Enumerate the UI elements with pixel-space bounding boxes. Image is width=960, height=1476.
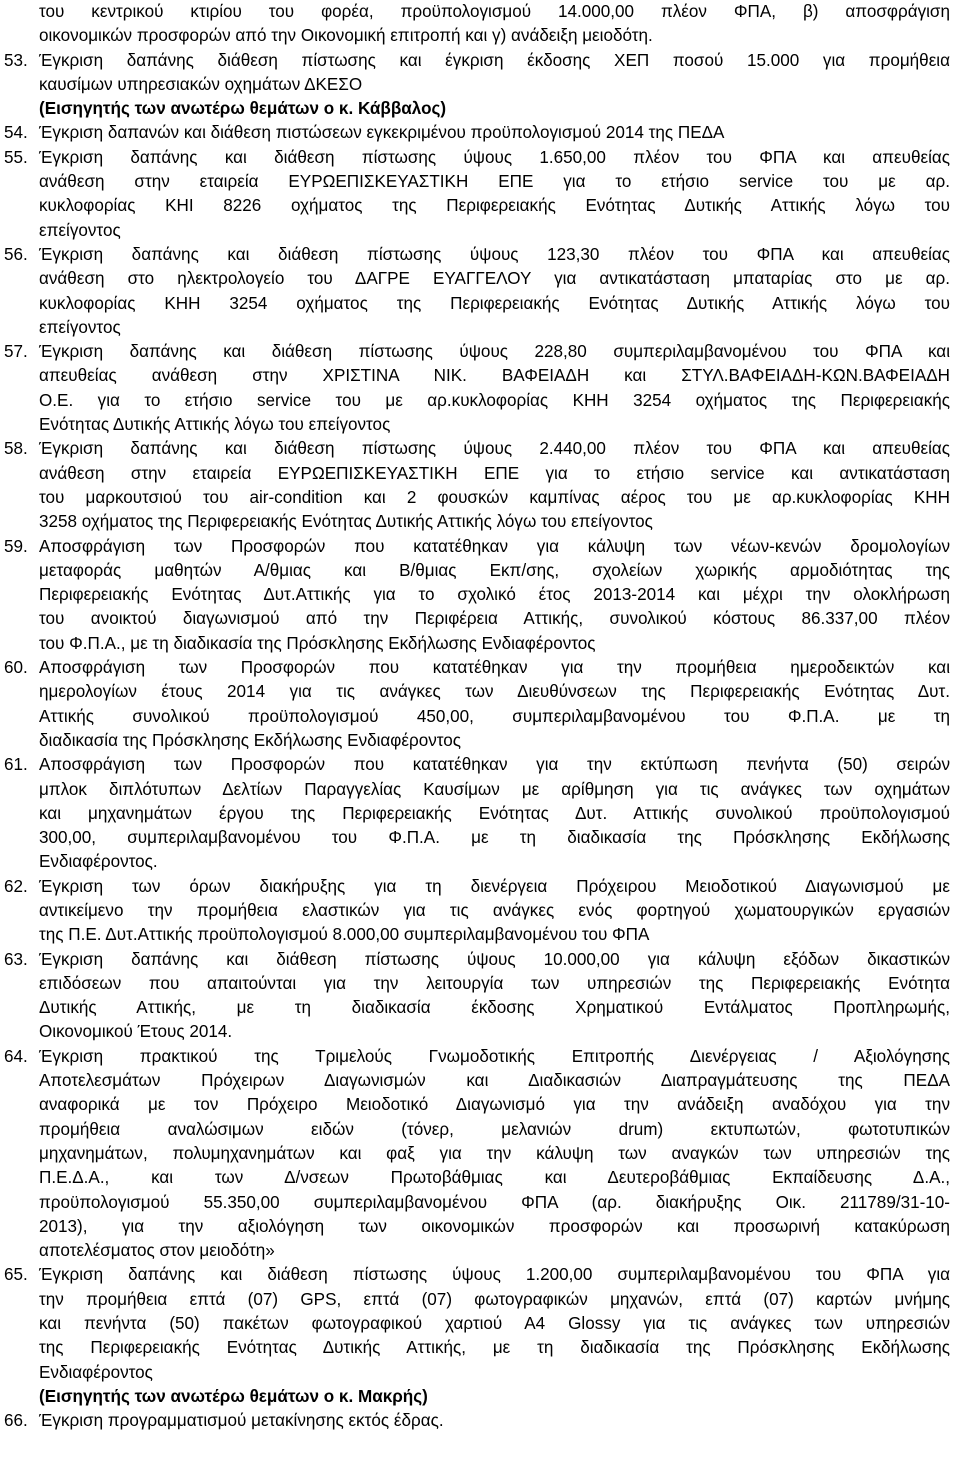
item-line: Ο.Ε. για το ετήσιο service του με αρ.κυκλοφορίας ΚΗΗ 3254 οχήματος της Περιφερειακής (39, 390, 950, 410)
item-line: μηχανημάτων, πολυμηχανημάτων και φαξ για την κάλυψη των αναγκών των υπηρεσιών της (39, 1143, 950, 1163)
item-number: 56. (4, 244, 28, 264)
item-line: μπλοκ διπλότυπων Δελτίων Παραγγελίας Καυσίμων με αρίθμηση για τις ανάγκες των οχημάτων (39, 779, 950, 799)
item-number: 59. (4, 536, 28, 556)
agenda-item-53 (4, 49, 950, 98)
item-line: διαδικασία της Πρόσκλησης Εκδήλωσης Ενδιαφέροντος (39, 730, 462, 750)
item-number: 63. (4, 949, 28, 969)
item-line: κυκλοφορίας ΚΗΙ 8226 οχήματος της Περιφερειακής Ενότητας Δυτικής Αττικής λόγω του (39, 196, 950, 216)
item-line: επείγοντος (39, 220, 121, 240)
agenda-item-63 (4, 948, 950, 1045)
item-line: Ενότητας Δυτικής Αττικής λόγω του επείγοντος (39, 415, 391, 435)
item-number: 65. (4, 1265, 28, 1285)
item-number: 55. (4, 147, 28, 167)
item-line: 2013), για την αξιολόγηση των οικονομικών προσφορών και προσωρινή κατακύρωση (39, 1216, 950, 1236)
agenda-item-65 (4, 1263, 950, 1384)
item-number: 60. (4, 658, 28, 678)
agenda-item-66 (4, 1409, 950, 1433)
item-line: προϋπολογισμού 55.350,00 συμπεριλαμβανομένου ΦΠΑ (αρ. διακήρυξης Οικ. 211789/31-10- (39, 1192, 950, 1212)
item-line: την προμήθεια επτά (07) GPS, επτά (07) φωτογραφικών μηχανών, επτά (07) καρτών μνήμης (39, 1289, 950, 1309)
item-number: 66. (4, 1411, 28, 1431)
item-line: Ενδιαφέροντος (39, 1362, 153, 1382)
item-line: Έγκριση δαπάνης και διάθεση πίστωσης ύψους 1.200,00 συμπεριλαμβανομένου του ΦΠΑ για (39, 1265, 950, 1285)
item-line: ημερολογίων έτους 2014 για τις ανάγκες των Διευθύνσεων της Περιφερειακής Ενότητας Δυτ. (39, 682, 950, 702)
agenda-item-64 (4, 1045, 950, 1264)
item-line: ανάθεση στην εταιρεία ΕΥΡΩΕΠΙΣΚΕΥΑΣΤΙΚΗ ΕΠΕ για το ετήσιο service του με αρ. (39, 172, 950, 192)
item-line: Έγκριση δαπάνης διάθεση πίστωσης και έγκριση έκδοσης ΧΕΠ ποσού 15.000 για προμήθεια (39, 50, 950, 70)
item-line: Έγκριση δαπάνης και διάθεση πίστωσης ύψους 2.440,00 πλέον του ΦΠΑ και απευθείας (39, 439, 950, 459)
item-line: του Φ.Π.Α., με τη διαδικασία της Πρόσκλησης Εκδήλωσης Ενδιαφέροντος (39, 633, 596, 653)
item-number: 58. (4, 439, 28, 459)
item-line: ανάθεση στο ηλεκτρολογείο του ΔΑΓΡΕ ΕΥΑΓΓΕΛΟΥ για αντικατάσταση μπαταρίας στο με αρ. (39, 269, 950, 289)
item-line: 3258 οχήματος της Περιφερειακής Ενότητας Δυτικής Αττικής λόγω του επείγοντος (39, 512, 653, 532)
item-line: Έγκριση δαπάνης και διάθεση πίστωσης ύψους 1.650,00 πλέον του ΦΠΑ και απευθείας (39, 147, 950, 167)
item-line: Έγκριση δαπανών και διάθεση πιστώσεων εγκεκριμένου προϋπολογισμού 2014 της ΠΕΔΑ (39, 123, 725, 143)
item-line: Ενδιαφέροντος. (39, 852, 158, 872)
item-line: Έγκριση δαπάνης και διάθεση πίστωσης ύψους 228,80 συμπεριλαμβανομένου του ΦΠΑ και (39, 342, 950, 362)
item-line: Οικονομικού Έτους 2014. (39, 1022, 233, 1042)
item-line: Έγκριση πρακτικού της Τριμελούς Γνωμοδοτικής Επιτροπής Διενέργειας / Αξιολόγησης (39, 1046, 950, 1066)
agenda-item-54 (4, 121, 950, 145)
item-line: Δυτικής Αττικής, με τη διαδικασία έκδοσης Χρηματικού Εντάλματος Προπληρωμής, (39, 998, 950, 1018)
item-number: 54. (4, 123, 28, 143)
intro-line: οικονομικών προσφορών από την Οικονομική επιτροπή και γ) ανάδειξη μειοδότη. (39, 26, 653, 46)
agenda-item-62 (4, 875, 950, 948)
item-line: Αποσφράγιση των Προσφορών που κατατέθηκαν για κάλυψη των νέων-κενών δρομολογίων (39, 536, 950, 556)
item-number: 62. (4, 876, 28, 896)
agenda-item-57 (4, 340, 950, 437)
item-line: απευθείας ανάθεση στην ΧΡΙΣΤΙΝΑ ΝΙΚ. ΒΑΦΕΙΑΔΗ και ΣΤΥΛ.ΒΑΦΕΙΑΔΗ-ΚΩΝ.ΒΑΦΕΙΑΔΗ (39, 366, 950, 386)
item-line: καυσίμων υπηρεσιακών οχημάτων ΔΚΕΣΟ (39, 74, 363, 94)
agenda-item-60 (4, 656, 950, 753)
intro-line: του κεντρικού κτιρίου του φορέα, προϋπολογισμού 14.000,00 πλέον ΦΠΑ, β) αποσφράγιση (39, 2, 950, 21)
agenda-item-56 (4, 243, 950, 340)
rapporteur-heading: (Εισηγητής των ανωτέρω θεμάτων ο κ. Κάββαλος) (39, 99, 447, 119)
agenda-item-58 (4, 437, 950, 534)
intro-paragraph (39, 0, 950, 49)
item-number: 53. (4, 50, 28, 70)
item-line: του μαρκουτσιού του air-condition και 2 φουσκών καμπίνας αέρος του με αρ.κυκλοφορίας ΚΗΗ (39, 487, 950, 507)
item-line: και πενήντα (50) πακέτων φωτογραφικού χαρτιού Α4 Glossy για τις ανάγκες των υπηρεσιών (39, 1314, 950, 1334)
item-line: επείγοντος (39, 317, 121, 337)
item-line: αντικείμενο την προμήθεια ελαστικών για τις ανάγκες ενός φορτηγού χωματουργικών εργασιών (39, 900, 950, 920)
item-line: επιδόσεων που απαιτούνται για την λειτουργία των υπηρεσιών της Περιφερειακής Ενότητα (39, 973, 950, 993)
item-line: Έγκριση δαπάνης και διάθεση πίστωσης ύψους 123,30 πλέον του ΦΠΑ και απευθείας (39, 244, 950, 264)
item-line: 300,00, συμπεριλαμβανομένου του Φ.Π.Α. με τη διαδικασία της Πρόσκλησης Εκδήλωσης (39, 828, 950, 848)
item-number: 64. (4, 1046, 28, 1066)
item-line: μεταφοράς μαθητών Α/θμιας και Β/θμιας Εκπ/σης, σχολείων χωρικής αρμοδιότητας της (39, 560, 950, 580)
item-line: και μηχανημάτων έργου της Περιφερειακής Ενότητας Δυτ. Αττικής συνολικού προϋπολογισμού (39, 803, 950, 823)
item-number: 57. (4, 342, 28, 362)
item-line: Αποσφράγιση των Προσφορών που κατατέθηκαν για την προμήθεια ημεροδεικτών και (39, 658, 950, 678)
rapporteur-heading: (Εισηγητής των ανωτέρω θεμάτων ο κ. Μακρής) (39, 1386, 428, 1406)
item-number: 61. (4, 755, 28, 775)
item-line: του ανοικτού διαγωνισμού από την Περιφέρεια Αττικής, συνολικού κόστους 86.337,00 πλέον (39, 609, 950, 629)
agenda-item-59 (4, 535, 950, 656)
item-line: της Π.Ε. Δυτ.Αττικής προϋπολογισμού 8.000,00 συμπεριλαμβανομένου του ΦΠΑ (39, 925, 650, 945)
item-line: κυκλοφορίας ΚΗΗ 3254 οχήματος της Περιφερειακής Ενότητας Δυτικής Αττικής λόγω του (39, 293, 950, 313)
item-line: ανάθεση στην εταιρεία ΕΥΡΩΕΠΙΣΚΕΥΑΣΤΙΚΗ ΕΠΕ για το ετήσιο service και αντικατάσταση (39, 463, 950, 483)
item-line: Έγκριση των όρων διακήρυξης για τη διενέργεια Πρόχειρου Μειοδοτικού Διαγωνισμού με (39, 876, 950, 896)
item-line: Π.Ε.Δ.Α., και των Δ/νσεων Πρωτοβάθμιας και Δευτεροβάθμιας Εκπαίδευσης Δ.Α., (39, 1168, 950, 1188)
item-line: Αποτελεσμάτων Πρόχειρων Διαγωνισμών και Διαδικασιών Διαπραγμάτευσης της ΠΕΔΑ (39, 1071, 950, 1091)
item-line: Αττικής συνολικού προϋπολογισμού 450,00, συμπεριλαμβανομένου του Φ.Π.Α. με τη (39, 706, 950, 726)
item-line: Έγκριση δαπάνης και διάθεση πίστωσης ύψους 10.000,00 για κάλυψη εξόδων δικαστικών (39, 949, 950, 969)
item-line: Έγκριση προγραμματισμού μετακίνησης εκτός έδρας. (39, 1411, 444, 1431)
agenda-item-55 (4, 146, 950, 243)
item-line: αναφορικά με τον Πρόχειρο Μειοδοτικό Διαγωνισμό για την ανάδειξη αναδόχου για την (39, 1095, 950, 1115)
item-line: προμήθεια αναλώσιμων ειδών (τόνερ, μελανιών drum) εκτυπωτών, φωτοτυπικών (39, 1119, 950, 1139)
agenda-item-61 (4, 753, 950, 874)
item-line: της Περιφερειακής Ενότητας Δυτικής Αττικής, με τη διαδικασία της Πρόσκλησης Εκδήλωσης (39, 1338, 950, 1358)
item-line: αποτελέσματος στον μειοδότη» (39, 1241, 275, 1261)
item-line: Αποσφράγιση των Προσφορών που κατατέθηκαν για την εκτύπωση πενήντα (50) σειρών (39, 755, 950, 775)
item-line: Περιφερειακής Ενότητας Δυτ.Αττικής για το σχολικό έτος 2013-2014 και μέχρι την ολοκλήρωση (39, 585, 950, 605)
